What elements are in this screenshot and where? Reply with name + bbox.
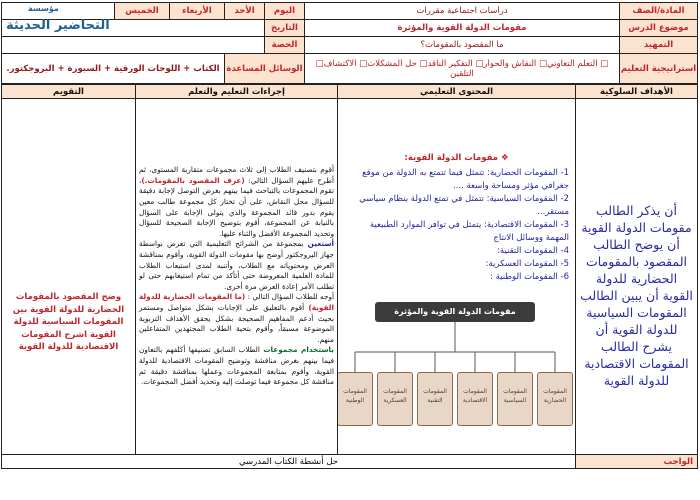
- content-item: 5- المقومات العسكرية:: [485, 258, 569, 269]
- content-item: 4- المقومات التقنية:: [497, 245, 569, 256]
- strategy-label: استراتيجية التعليم: [620, 54, 698, 84]
- procedure-step-2: بمجموعة من الشرائح التعليمية التي تعرض بواسطة جهاز البروجكتور أوضح بها مقومات الدولة القوية، وأقوم بمناقشة العرض ومحتوياته مع الطلاب، وأتنبه لمدى استيعاب الطلاب للمادة العلمية المعروضة حتى أتأكد من تمام استيعابهم حتى لو تطلب الأمر إعادة العرض مرة أخرى.: [139, 239, 334, 291]
- procedures-text: [136, 163, 337, 389]
- logo-brand: التحاضير الحديثة: [6, 18, 110, 33]
- intro-label: التمهيد: [620, 37, 698, 54]
- lesson-plan-page: [2, 2, 698, 498]
- day-thursday: الخميس: [114, 3, 169, 20]
- procedures-heading: إجراءات التعليم والتعلم: [136, 85, 338, 99]
- logo-tag: مؤسسة: [28, 4, 59, 13]
- diagram-box-technical: المقومات التقنية: [417, 372, 453, 426]
- procedure-question-3: (ما المقومات الحضارية للدولة القوية): [139, 292, 334, 312]
- logo: [6, 4, 114, 40]
- intro-value: ما المقصود بالمقومات؟: [304, 37, 619, 54]
- subject-label: المادة/الصف: [620, 3, 698, 20]
- content-item: 3- المقومات الاقتصادية: يتمثل في توافر الموارد الطبيعية المهمة ووسائل الانتاج: [369, 219, 569, 243]
- content-item: 2- المقومات السياسية: تتمثل في تمتع الدولة بنظام سياسي مستقر...: [359, 193, 569, 217]
- procedures-cell: [136, 99, 338, 455]
- evaluation-text: وضح المقصود بالمقومات الحضارية للدولة القوية بين المقومات السياسية للدولة القوية اشرح المقومات الاقتصادية للدولة القوية: [12, 292, 125, 353]
- period-label: الحصة: [264, 37, 304, 54]
- evaluation-heading: التقويم: [2, 85, 136, 99]
- strategy-value: □ التعلم التعاوني□ النقاش والحوار□ التفكير الناقد□ حل المشكلات□ الاكتشاف□ التلقين: [304, 54, 619, 84]
- day-wednesday: الأربعاء: [169, 3, 224, 20]
- content-title: ❖ مقومات الدولة القوية:: [404, 152, 509, 163]
- content-cell: [338, 99, 576, 455]
- content-heading: المحتوى التعليمي: [338, 85, 576, 99]
- procedure-step-3-rest: أقوم بالتعليق على الإجابات بشكل متواصل ومستمر بحيث أدعم المفاهيم الصحيحة بشكل يحقق الأهداف التربوية الموضوعة مسبقاً، وأقوم بتحية الطلاب المجتهدين المتفاعلين منهم.: [139, 302, 334, 344]
- diagram-box-national: المقومات الوطنية: [338, 372, 374, 426]
- date-label: التاريخ: [264, 20, 304, 37]
- topic-value: مقومات الدولة القوية والمؤثرة: [304, 20, 619, 37]
- diagram-title: مقومات الدولة القوية والمؤثرة: [375, 302, 535, 322]
- diagram-box-economic: المقومات الاقتصادية: [457, 372, 493, 426]
- homework-label: الواجب: [576, 455, 698, 469]
- procedure-step-2-lead: أستعين: [307, 239, 334, 249]
- aids-label: الوسائل المساعدة: [224, 54, 304, 84]
- day-label: اليوم: [264, 3, 304, 20]
- procedure-step-4: الطلاب السابق تصنيفها أكلفهم بالتعاون فيما بينهم بغرض مناقشة وتوضيح المقومات الاقتصادية للدولة القوية، وأقوم بمتابعة المجموعات وعملها بمناقشة دقيقة ثم مناقشة كل مجموعة فيما توصلت إليه وتحديد أفضل المجموعات.: [139, 345, 334, 387]
- content-item: 1- المقومات الحضارية: تتمثل فيما تتمتع به الدولة من موقع جغرافي مؤثر ومساحة واسعة ....: [362, 167, 569, 191]
- objectives-cell: [576, 99, 698, 455]
- procedure-step-1: أقوم بتصنيف الطلاب إلى ثلاث مجموعات متقاربة المستوى، ثم أطرح عليهم السؤال التالي:: [139, 165, 334, 185]
- diagram-box-political: المقومات السياسية: [497, 372, 533, 426]
- diagram-box-civilizational: المقومات الحضارية: [537, 372, 573, 426]
- procedure-step-3: أوجه للطلاب السؤال التالي :: [245, 292, 335, 302]
- topic-label: موضوع الدرس: [620, 20, 698, 37]
- aids-value: الكتاب + اللوحات الورقية + السبورة + البروجكتور.: [1, 54, 224, 84]
- objectives-text: أن يذكر الطالب مقومات الدولة القوية أن يوضح الطالب المقصود بالمقومات الحضارية للدولة القوية أن يبين الطالب المقومات السياسية للدولة القوية أن يشرح الطالب المقومات الاقتصادية للدولة القوية: [580, 203, 693, 388]
- day-sunday: الأحد: [224, 3, 264, 20]
- evaluation-cell: [2, 99, 136, 455]
- procedure-step-1-rest: ، تقوم المجموعات بالتباحث فيما بينهم بغرض التوصل لإجابة دقيقة للسؤال محل النقاش، على أن تختار كل مجموعة طالب معين يقوم بدور قائد المجموعة والذي يتولى الإجابة على السؤال بالنيابة عن المجموعة، أقوم بتوضيح الإجابة الصحيحة للسؤال وتحديد المجموعة الأفضل والثناء عليها.: [139, 175, 334, 238]
- diagram-box-military: المقومات العسكرية: [377, 372, 413, 426]
- main-table: [1, 84, 698, 469]
- procedure-step-4-lead: باستخدام مجموعات: [263, 345, 334, 355]
- components-diagram: [338, 302, 576, 432]
- content-item: 6- المقومات الوطنية :: [490, 271, 569, 282]
- procedure-question-1: (عرف المقصود بالمقومات.): [141, 175, 245, 185]
- objectives-heading: الأهداف السلوكية: [576, 85, 698, 99]
- subject-value: دراسات اجتماعية مقررات: [304, 3, 619, 20]
- homework-value: حل أنشطة الكتاب المدرسي: [2, 455, 576, 469]
